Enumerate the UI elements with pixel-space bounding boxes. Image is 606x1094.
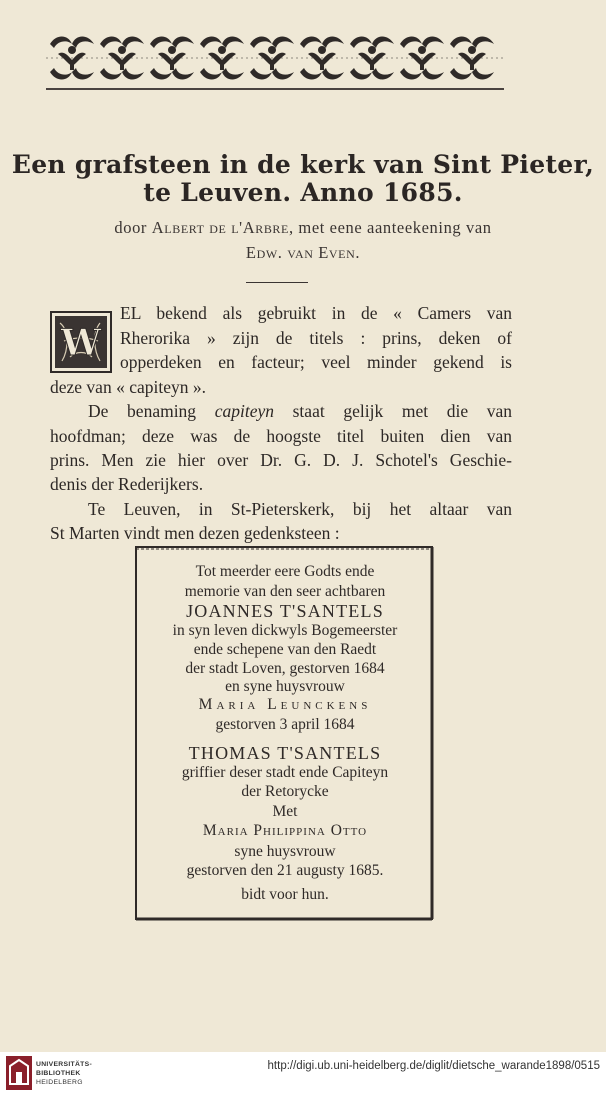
inscription-name-thomas: THOMAS T'SANTELS: [188, 743, 382, 763]
decorative-initial-w: [50, 311, 112, 373]
inscription-name-joannes: JOANNES T'SANTELS: [186, 601, 384, 621]
body-line-7: prins. Men zie hier over Dr. G. D. J. Schotel's Geschie-: [50, 450, 512, 470]
body-line-1: EL bekend als gebruikt in de « Camers van: [120, 303, 512, 323]
byline-prefix: door: [114, 218, 148, 237]
body-text: staat gelijk met die van: [292, 401, 512, 421]
body-line-3: opperdeken en facteur; veel minder gekend is: [120, 352, 512, 372]
body-line-6: hoofdman; deze was de hoogste titel buiten dien van: [50, 426, 512, 446]
inscription-name-maria-philippina: Maria Philippina Otto: [202, 822, 368, 839]
inscription-line: der stadt Loven, gestorven 1684: [185, 660, 385, 677]
section-divider: [246, 282, 308, 283]
library-logo-icon: [6, 1056, 32, 1090]
body-line-2: Rherorika » zijn de titels : prins, deken of: [120, 328, 512, 348]
library-name-line-2: BIBLIOTHEK: [36, 1070, 81, 1077]
inscription-line: gestorven 3 april 1684: [215, 716, 355, 733]
article-title-line-1: Een grafsteen in de kerk van Sint Pieter,: [11, 150, 595, 179]
footer-bar: [0, 1052, 606, 1094]
byline-line-1: [0, 218, 606, 238]
inscription-name-maria: Maria Leunckens: [198, 696, 372, 713]
body-line-5: [88, 401, 512, 422]
author-name: Albert de l'Arbre: [151, 218, 289, 237]
source-url-link[interactable]: http://digi.ub.uni-heidelberg.de/diglit/dietsche_warande1898/0515: [267, 1060, 600, 1072]
floral-ornament: [46, 30, 504, 86]
body-text: De benaming: [88, 401, 197, 421]
byline-suffix: , met eene aanteekening van: [288, 218, 492, 237]
article-title-line-2: te Leuven. Anno 1685.: [143, 178, 463, 207]
inscription-line: gestorven den 21 augusty 1685.: [186, 862, 384, 879]
library-name-line-1: UNIVERSITÄTS-: [36, 1061, 93, 1068]
inscription-line: Met: [272, 803, 298, 820]
inscription-line: en syne huysvrouw: [225, 678, 345, 695]
inscription-line: in syn leven dickwyls Bogemeerster: [172, 622, 398, 639]
inscription-line: syne huysvrouw: [234, 843, 336, 860]
inscription-line: bidt voor hun.: [241, 886, 329, 903]
body-emphasis: capiteyn: [214, 401, 274, 421]
byline-line-2: Edw. van Even.: [245, 243, 361, 262]
body-line-8: denis der Rederijkers.: [50, 474, 204, 494]
body-line-4: deze van « capiteyn ».: [50, 377, 206, 397]
inscription-line: memorie van den seer achtbaren: [184, 583, 386, 600]
library-name-line-3: HEIDELBERG: [36, 1079, 83, 1086]
inscription-line: Tot meerder eere Godts ende: [195, 563, 375, 580]
inscription-line: ende schepene van den Raedt: [193, 641, 377, 658]
body-line-10: St Marten vindt men dezen gedenksteen :: [50, 523, 340, 543]
svg-text:W: W: [60, 322, 102, 364]
body-line-9: Te Leuven, in St-Pieterskerk, bij het altaar van: [88, 499, 512, 519]
inscription-line: der Retorycke: [241, 783, 329, 800]
ornament-rule: [46, 88, 504, 90]
inscription-line: griffier deser stadt ende Capiteyn: [181, 764, 389, 781]
